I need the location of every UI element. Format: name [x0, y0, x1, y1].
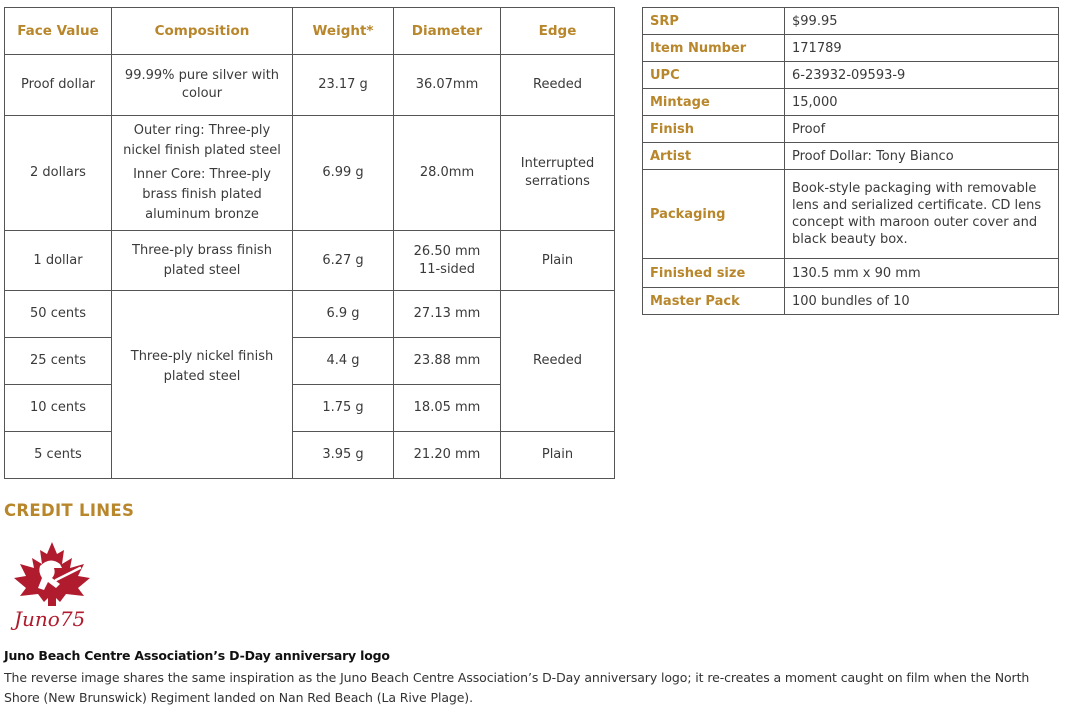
shared-composition-cell: Three-ply nickel finish plated steel	[112, 291, 293, 479]
srp-label: SRP	[643, 8, 785, 35]
diameter-cell	[394, 231, 501, 291]
product-row-upc	[643, 62, 1059, 89]
product-row-finish	[643, 116, 1059, 143]
header-edge: Edge	[501, 8, 615, 55]
face-value-cell: 5 cents	[5, 432, 112, 479]
header-face-value: Face Value	[5, 8, 112, 55]
diameter-cell: 28.0mm	[394, 116, 501, 231]
edge-cell: Interrupted serrations	[501, 116, 615, 231]
diameter-cell: 27.13 mm	[394, 291, 501, 338]
shared-edge-cell: Reeded	[501, 291, 615, 432]
finish-value: Proof	[785, 116, 1059, 143]
credit-lines-heading: CREDIT LINES	[4, 501, 135, 520]
diameter-cell: 36.07mm	[394, 55, 501, 116]
diameter-cell: 23.88 mm	[394, 338, 501, 385]
item-number-value: 171789	[785, 35, 1059, 62]
srp-value: $99.95	[785, 8, 1059, 35]
face-value-cell: Proof dollar	[5, 55, 112, 116]
packaging-label: Packaging	[643, 170, 785, 259]
face-value-cell: 1 dollar	[5, 231, 112, 291]
edge-cell: Reeded	[501, 55, 615, 116]
composition-cell: 99.99% pure silver with colour	[112, 55, 293, 116]
table-row	[5, 116, 615, 231]
artist-label: Artist	[643, 143, 785, 170]
table-row	[5, 432, 615, 479]
face-value-cell: 25 cents	[5, 338, 112, 385]
master-pack-label: Master Pack	[643, 288, 785, 315]
table-row	[5, 55, 615, 116]
edge-cell: Plain	[501, 432, 615, 479]
mintage-label: Mintage	[643, 89, 785, 116]
composition-cell: Three-ply brass finish plated steel	[112, 231, 293, 291]
weight-cell: 3.95 g	[293, 432, 394, 479]
table-header-row	[5, 8, 615, 55]
weight-cell: 4.4 g	[293, 338, 394, 385]
face-value-cell: 10 cents	[5, 385, 112, 432]
weight-cell: 23.17 g	[293, 55, 394, 116]
header-diameter: Diameter	[394, 8, 501, 55]
edge-cell: Plain	[501, 231, 615, 291]
product-info-table	[642, 7, 1059, 315]
logo-description: The reverse image shares the same inspiration as the Juno Beach Centre Association’s D-Day anniversary logo; it re-creates a moment caught on film when the North Shore (New Brunswick) Regiment landed on Nan Red Beach (La Rive Plage).	[4, 670, 1030, 705]
composition-outer-ring: Outer ring: Three-ply nickel finish plated steel	[123, 123, 281, 158]
table-row	[5, 291, 615, 338]
product-row-srp	[643, 8, 1059, 35]
mintage-value: 15,000	[785, 89, 1059, 116]
diameter-shape: 11-sided	[418, 261, 476, 277]
finish-label: Finish	[643, 116, 785, 143]
weight-cell: 1.75 g	[293, 385, 394, 432]
master-pack-value: 100 bundles of 10	[785, 288, 1059, 315]
artist-value: Proof Dollar: Tony Bianco	[785, 143, 1059, 170]
weight-cell: 6.9 g	[293, 291, 394, 338]
product-row-packaging	[643, 170, 1059, 259]
diameter-cell: 18.05 mm	[394, 385, 501, 432]
face-value-cell: 2 dollars	[5, 116, 112, 231]
packaging-value: Book-style packaging with removable lens and serialized certificate. CD lens concept with maroon outer cover and black beauty box.	[785, 170, 1059, 259]
upc-value: 6-23932-09593-9	[785, 62, 1059, 89]
weight-cell: 6.99 g	[293, 116, 394, 231]
weight-cell: 6.27 g	[293, 231, 394, 291]
product-row-finished-size	[643, 259, 1059, 288]
diameter-value: 26.50 mm	[413, 243, 481, 259]
diameter-cell: 21.20 mm	[394, 432, 501, 479]
item-number-label: Item Number	[643, 35, 785, 62]
logo-wordmark: Juno75	[14, 607, 86, 631]
finished-size-label: Finished size	[643, 259, 785, 288]
finished-size-value: 130.5 mm x 90 mm	[785, 259, 1059, 288]
composition-cell	[112, 116, 293, 231]
product-row-mintage	[643, 89, 1059, 116]
product-row-artist	[643, 143, 1059, 170]
logo-caption: Juno Beach Centre Association’s D-Day anniversary logo	[4, 648, 390, 663]
header-composition: Composition	[112, 8, 293, 55]
juno75-logo	[10, 540, 94, 632]
coin-specifications-table	[4, 7, 615, 479]
product-row-item-number	[643, 35, 1059, 62]
header-weight: Weight*	[293, 8, 394, 55]
table-row	[5, 231, 615, 291]
face-value-cell: 50 cents	[5, 291, 112, 338]
product-row-master-pack	[643, 288, 1059, 315]
composition-inner-core: Inner Core: Three-ply brass finish plated aluminum bronze	[133, 167, 271, 222]
upc-label: UPC	[643, 62, 785, 89]
